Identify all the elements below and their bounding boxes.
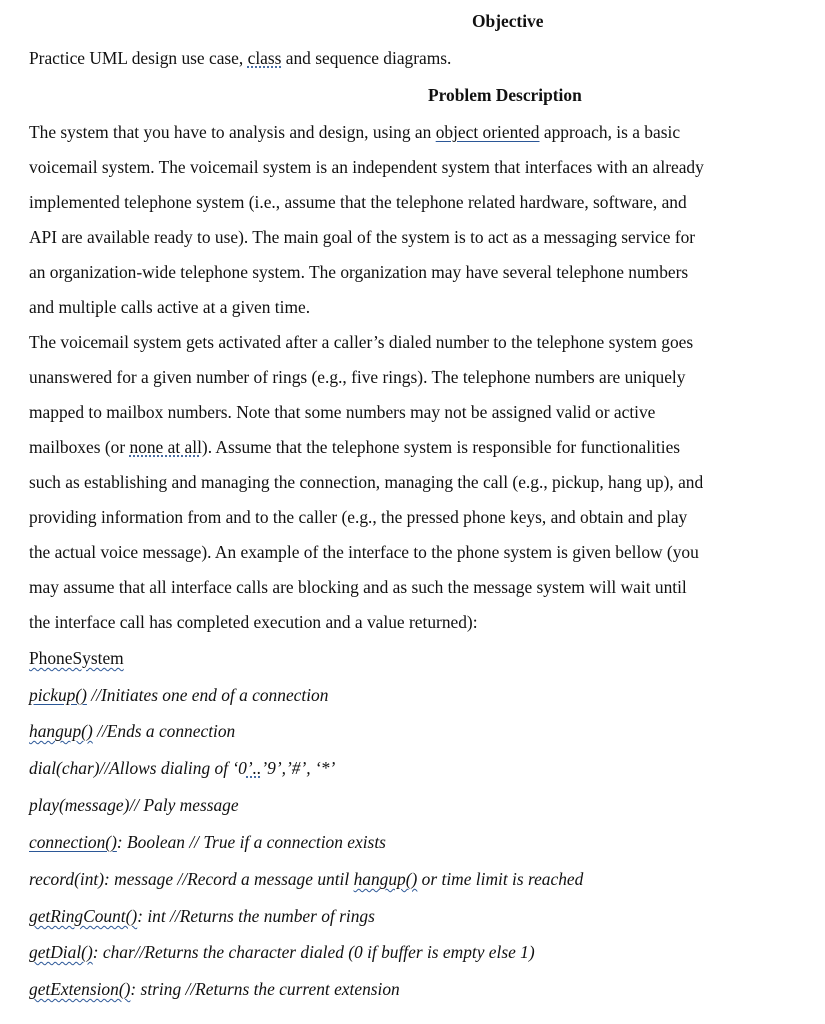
method-record: record(int): message //Record a message until hangup() or time limit is reached: [29, 869, 584, 889]
problem-description-heading: Problem Description: [428, 85, 582, 105]
method-pickup: pickup() //Initiates one end of a connection: [29, 685, 329, 705]
paragraph-1-line-2: voicemail system. The voicemail system is an independent system that interfaces with an already: [29, 157, 704, 177]
interface-class-name: PhoneSystem: [29, 648, 124, 668]
method-get-ring-count: getRingCount(): int //Returns the number of rings: [29, 906, 375, 926]
method-dial: dial(char)//Allows dialing of ‘0’..’9’,’#’, ‘*’: [29, 758, 336, 778]
method-get-dial: getDial(): char//Returns the character dialed (0 if buffer is empty else 1): [29, 942, 535, 962]
paragraph-2-line-9: the interface call has completed execution and a value returned):: [29, 612, 478, 632]
grammar-mark-object-oriented: object oriented: [435, 122, 540, 142]
spellcheck-word-class: class: [247, 48, 282, 68]
paragraph-2-line-1: The voicemail system gets activated after a caller’s dialed number to the telephone system goes: [29, 332, 694, 352]
method-get-extension: getExtension(): string //Returns the current extension: [29, 979, 400, 999]
paragraph-2-line-3: mapped to mailbox numbers. Note that some numbers may not be assigned valid or active: [29, 402, 656, 422]
method-connection: connection(): Boolean // True if a connection exists: [29, 832, 386, 852]
paragraph-1-line-6: and multiple calls active at a given time.: [29, 297, 311, 317]
grammar-mark-none-at-all: none at all: [129, 437, 202, 457]
objective-heading: Objective: [472, 11, 544, 31]
objective-text: Practice UML design use case, class and sequence diagrams.: [29, 48, 452, 68]
paragraph-2-line-6: providing information from and to the caller (e.g., the pressed phone keys, and obtain and play: [29, 507, 688, 527]
paragraph-2-line-2: unanswered for a given number of rings (e.g., five rings). The telephone numbers are uniquely: [29, 367, 686, 387]
paragraph-2-line-4: mailboxes (or none at all). Assume that the telephone system is responsible for functionalities: [29, 437, 681, 457]
method-play: play(message)// Paly message: [29, 795, 239, 815]
paragraph-2-line-7: the actual voice message). An example of the interface to the phone system is given bellow (you: [29, 542, 699, 562]
paragraph-2-line-5: such as establishing and managing the connection, managing the call (e.g., pickup, hang up), and: [29, 472, 704, 492]
method-hangup: hangup() //Ends a connection: [29, 721, 236, 741]
paragraph-1-line-5: an organization-wide telephone system. The organization may have several telephone numbers: [29, 262, 689, 282]
paragraph-1-line-1: The system that you have to analysis and design, using an object oriented approach, is a basic: [29, 122, 681, 142]
paragraph-2-line-8: may assume that all interface calls are blocking and as such the message system will wait until: [29, 577, 687, 597]
paragraph-1-line-4: API are available ready to use). The main goal of the system is to act as a messaging service for: [29, 227, 696, 247]
paragraph-1-line-3: implemented telephone system (i.e., assume that the telephone related hardware, software, and: [29, 192, 687, 212]
